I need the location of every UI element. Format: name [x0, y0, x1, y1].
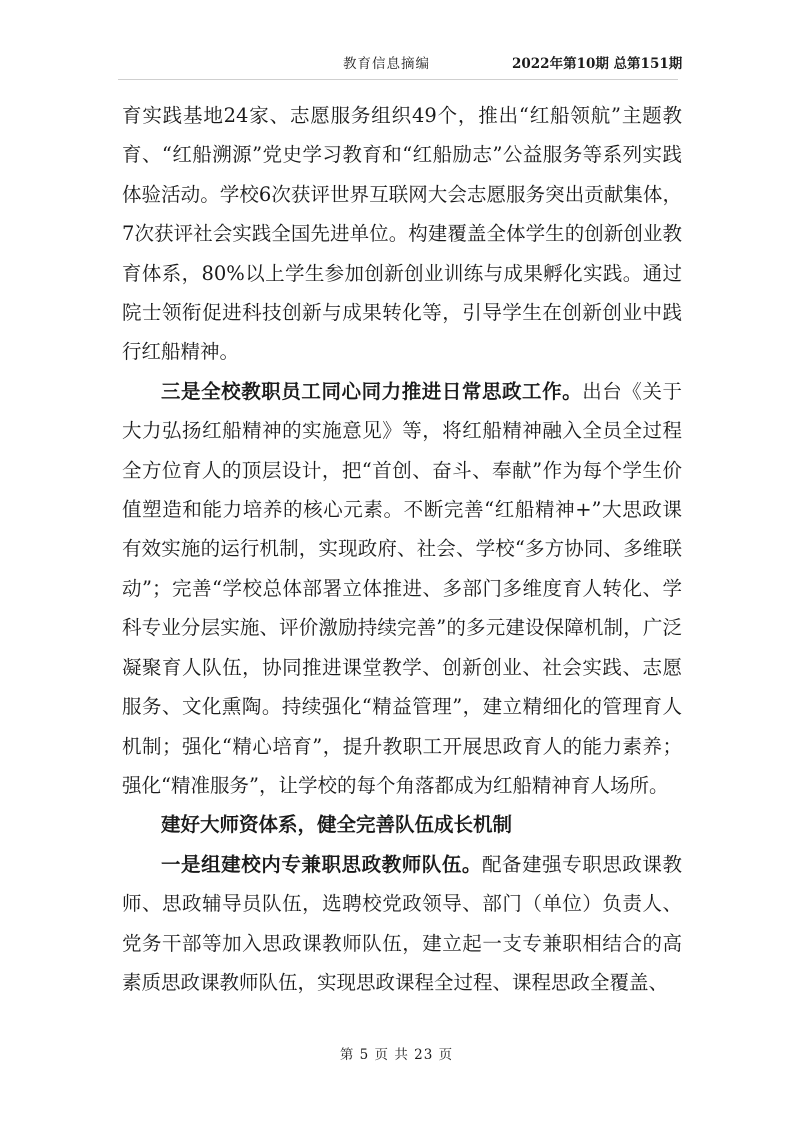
paragraph-text: 配备建强专职思政课教师、思政辅导员队伍，选聘校党政领导、部门（单位）负责人、党务干部等加入思政课教师队伍，建立起一支专兼职相结合的高素质思政课教师队伍，实现思政课程全过程、课程思政全覆盖、 [122, 852, 682, 994]
paragraph-continued: 育实践基地24家、志愿服务组织49个，推出“红船领航”主题教育、“红船溯源”党史学习教育和“红船励志”公益服务等系列实践体验活动。学校6次获评世界互联网大会志愿服务突出贡献集体，7次获评社会实践全国先进单位。构建覆盖全体学生的创新创业教育体系，80%以上学生参加创新创业训练与成果孵化实践。通过院士领衔促进科技创新与成果转化等，引导学生在创新创业中践行红船精神。 [122, 104, 682, 364]
header-divider [118, 79, 678, 80]
paragraph-first-point [122, 845, 682, 1003]
issue-number: 2022年第10期 总第151期 [512, 56, 683, 72]
paragraph-lead-heading: 一是组建校内专兼职思政教师队伍。 [161, 852, 482, 876]
page-header [0, 52, 793, 76]
document-body [122, 96, 682, 1002]
paragraph-text: 出台《关于大力弘扬红船精神的实施意见》等，将红船精神融入全员全过程全方位育人的顶层设计，把“首创、奋斗、奉献”作为每个学生价值塑造和能力培养的核心元素。不断完善“红船精神+”大思政课有效实施的运行机制，实现政府、社会、学校“多方协同、多维联动”；完善“学校总体部署立体推进、多部门多维度育人转化、学科专业分层实施、评价激励持续完善”的多元建设保障机制，广泛凝聚育人队伍，协同推进课堂教学、创新创业、社会实践、志愿服务、文化熏陶。持续强化“精益管理”，建立精细化的管理育人机制；强化“精心培育”，提升教职工开展思政育人的能力素养；强化“精准服务”，让学校的每个角落都成为红船精神育人场所。 [122, 379, 682, 797]
paragraph-lead-heading: 三是全校教职员工同心同力推进日常思政工作。 [161, 379, 583, 403]
page-footer: 第 5 页 共 23 页 [339, 1047, 454, 1063]
publication-name: 教育信息摘编 [343, 56, 430, 72]
paragraph-third-point [122, 372, 682, 805]
section-heading: 建好大师资体系，健全完善队伍成长机制 [161, 813, 513, 837]
